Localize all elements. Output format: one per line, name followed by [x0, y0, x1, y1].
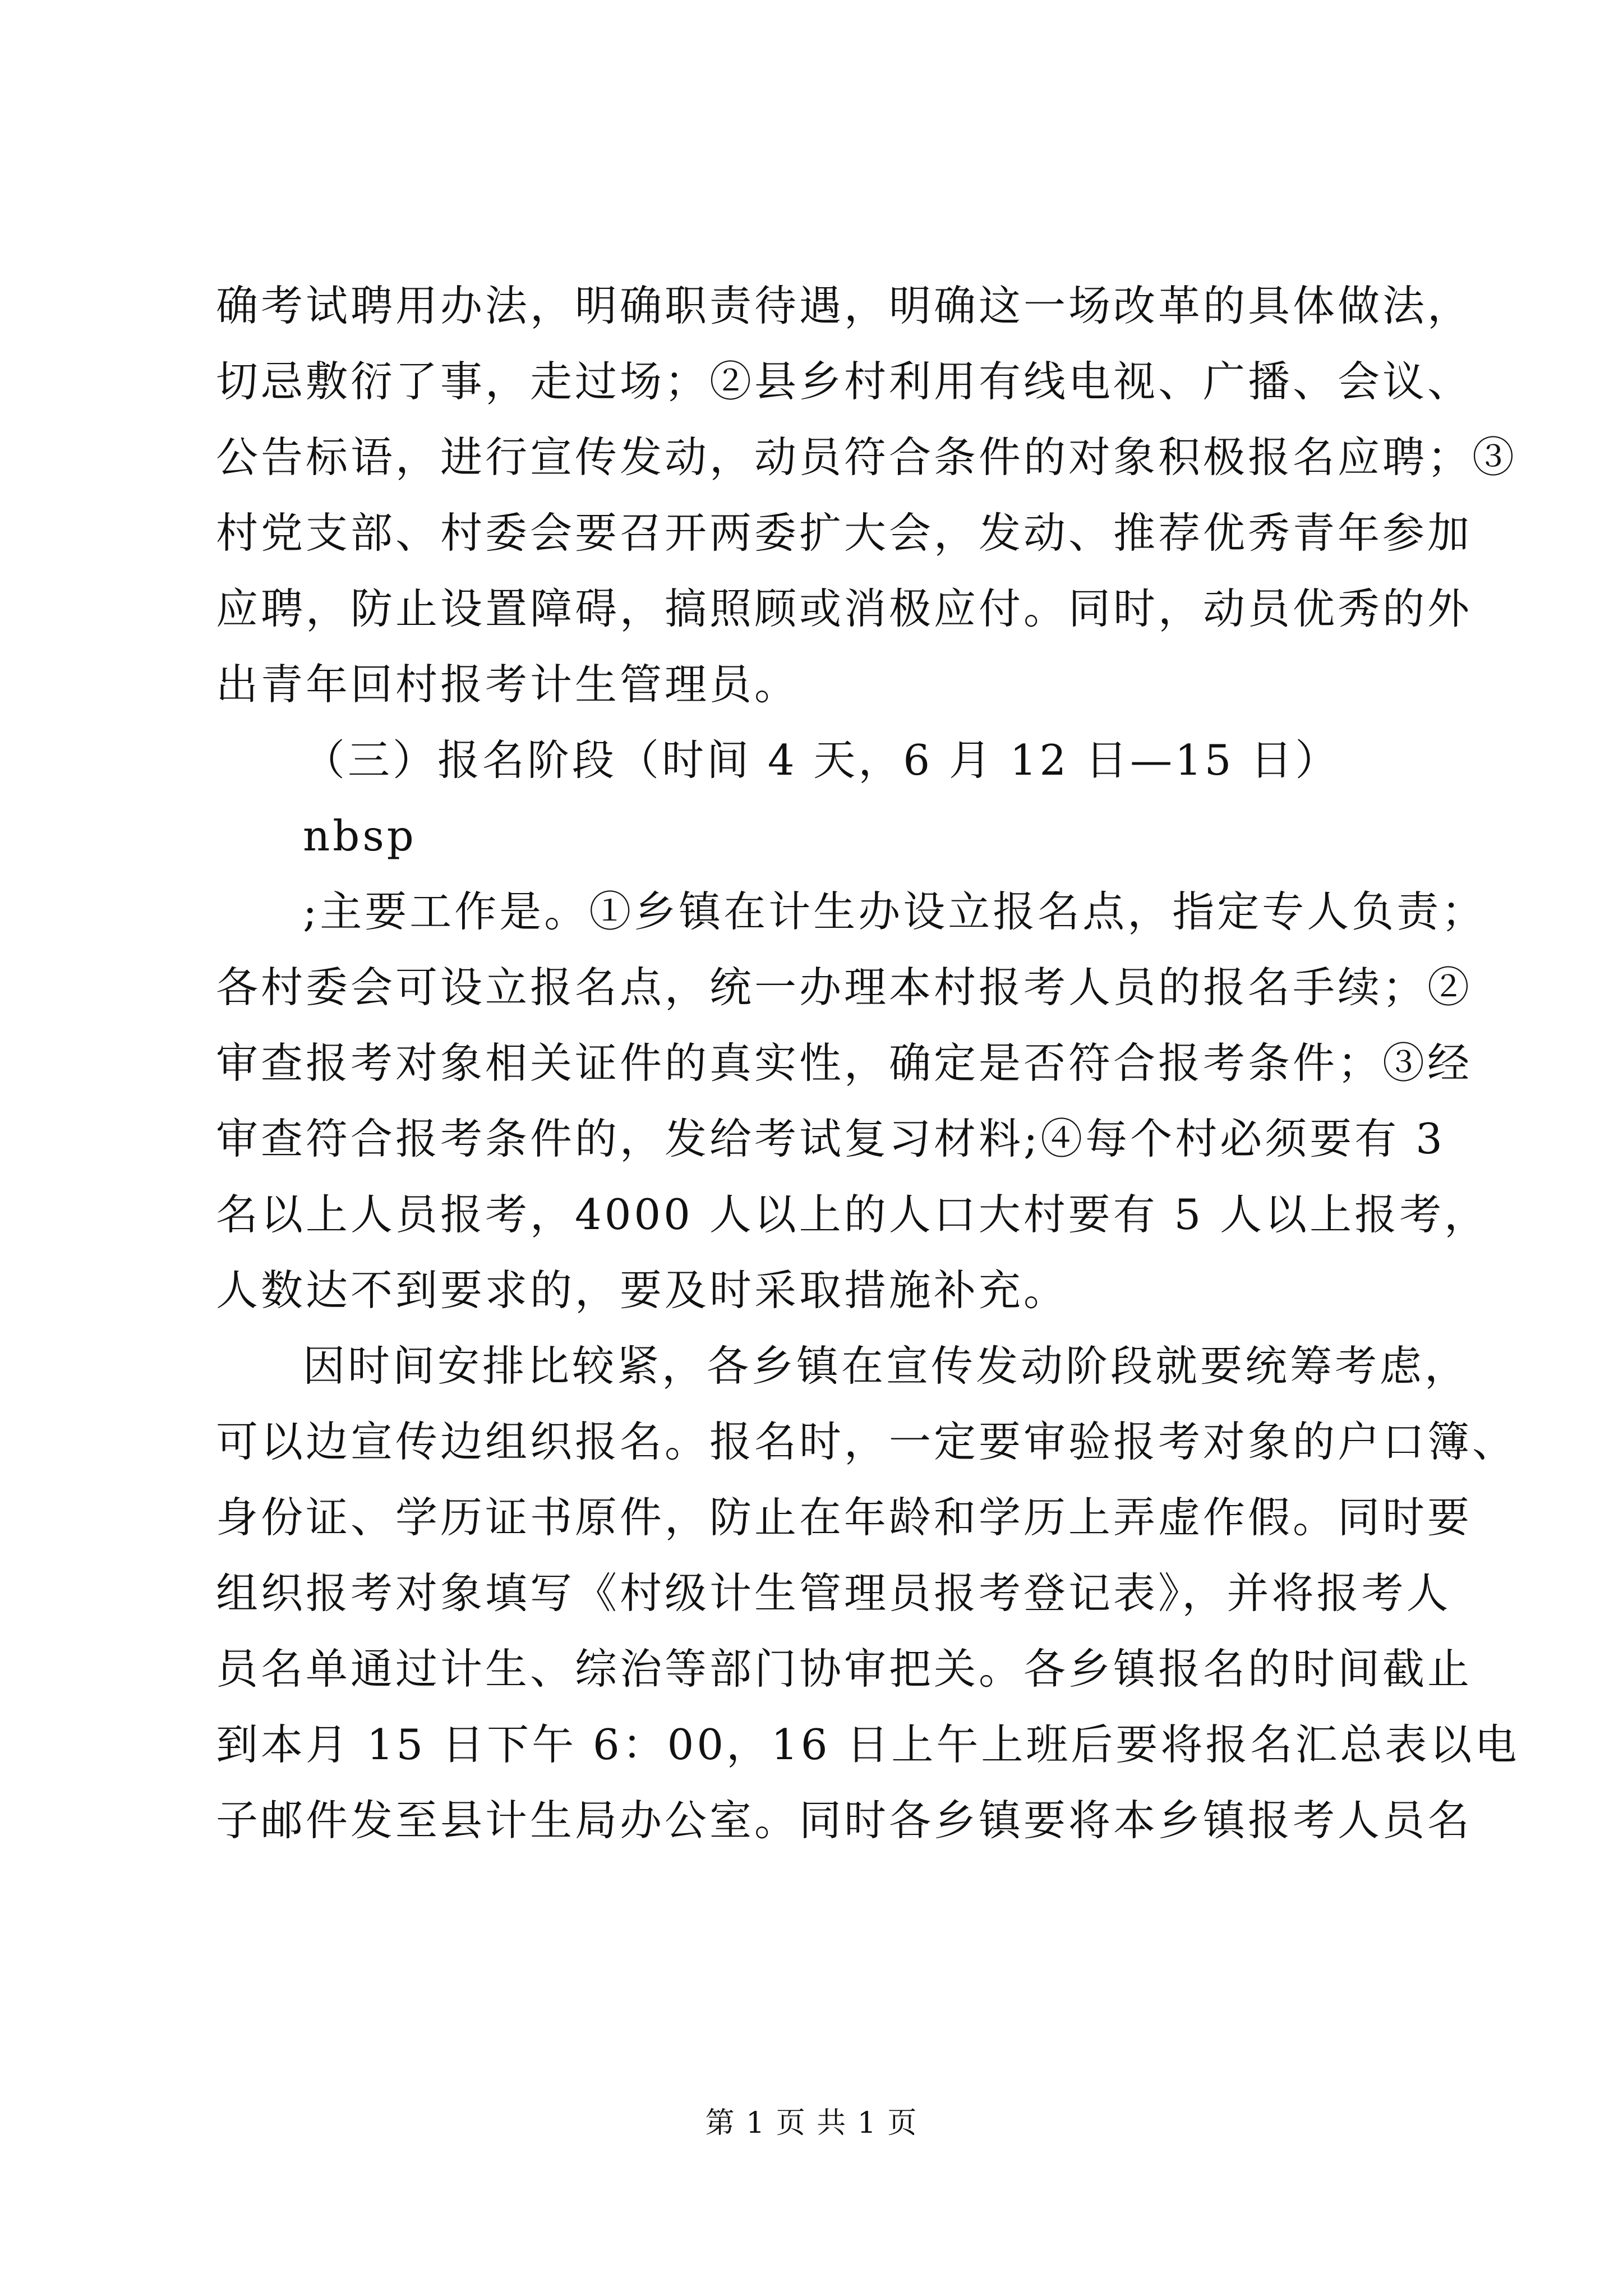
text-line: 切忌敷衍了事，走过场；②县乡村利用有线电视、广播、会议、	[216, 357, 1473, 406]
text-line: 子邮件发至县计生局办公室。同时各乡镇要将本乡镇报考人员名	[216, 1796, 1473, 1845]
text-line: 可以边宣传边组织报名。报名时，一定要审验报考对象的户口簿、	[216, 1417, 1518, 1466]
text-line: 身份证、学历证书原件，防止在年龄和学历上弄虚作假。同时要	[216, 1493, 1473, 1542]
text-line: 公告标语，进行宣传发动，动员符合条件的对象积极报名应聘；③	[216, 432, 1518, 482]
text-line: 审查报考对象相关证件的真实性，确定是否符合报考条件；③经	[216, 1038, 1473, 1088]
text-line: 到本月 15 日下午 6：00，16 日上午上班后要将报名汇总表以电	[216, 1720, 1520, 1769]
text-line: 出青年回村报考计生管理员。	[216, 660, 800, 709]
text-line: 审查符合报考条件的，发给考试复习材料;④每个村必须要有 3	[216, 1114, 1445, 1163]
page-footer: 第 1 页 共 1 页	[705, 2106, 918, 2140]
text-line: 因时间安排比较紧，各乡镇在宣传发动阶段就要统筹考虑，	[303, 1341, 1470, 1391]
text-line: 组织报考对象填写《村级计生管理员报考登记表》，并将报考人	[216, 1568, 1451, 1618]
text-line: 各村委会可设立报名点，统一办理本村报考人员的报名手续；②	[216, 963, 1473, 1012]
text-line: 员名单通过计生、综治等部门协审把关。各乡镇报名的时间截止	[216, 1644, 1473, 1694]
text-line: 人数达不到要求的，要及时采取措施补充。	[216, 1266, 1069, 1315]
text-line: 确考试聘用办法，明确职责待遇，明确这一场改革的具体做法，	[216, 281, 1473, 330]
text-line: nbsp	[303, 811, 417, 861]
section-heading: （三）报名阶段（时间 4 天，6 月 12 日—15 日）	[303, 735, 1340, 785]
text-line: 名以上人员报考，4000 人以上的人口大村要有 5 人以上报考，	[216, 1190, 1490, 1239]
text-line: ;主要工作是。①乡镇在计生办设立报名点，指定专人负责；	[303, 887, 1487, 936]
text-line: 应聘，防止设置障碍，搞照顾或消极应付。同时，动员优秀的外	[216, 584, 1473, 633]
text-line: 村党支部、村委会要召开两委扩大会，发动、推荐优秀青年参加	[216, 508, 1473, 558]
